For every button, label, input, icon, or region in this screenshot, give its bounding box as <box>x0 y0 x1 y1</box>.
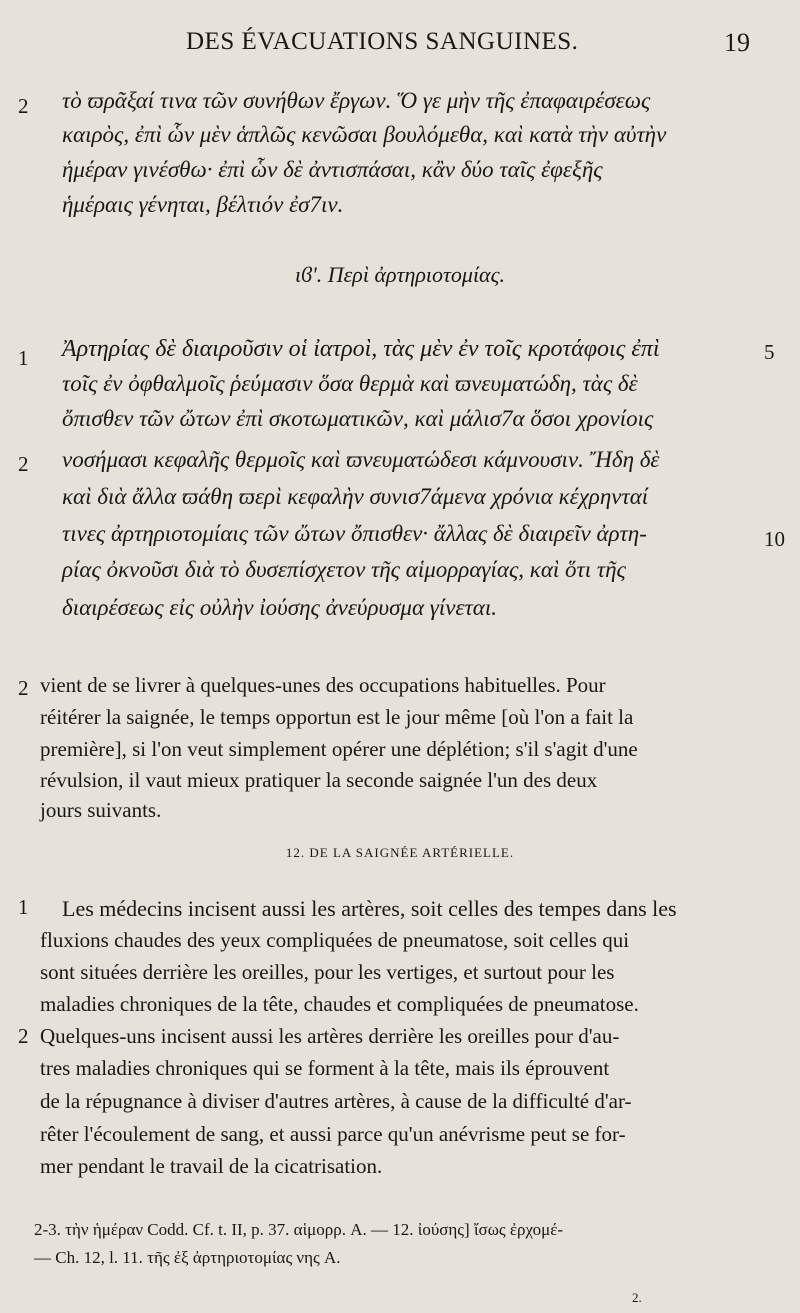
line-number: 5 <box>764 340 775 364</box>
greek-line: καιρὸς, ἐπὶ ὧν μὲν ἁπλῶς κενῶσαι βουλόμεθα, καὶ κατὰ τὴν αὐτὴν <box>62 122 667 147</box>
greek-line: νοσήμασι κεφαλῆς θερμοῖς καὶ ϖνευματώδεσι κάμνουσιν. Ἤδη δὲ <box>62 447 660 472</box>
greek-line: τοῖς ἐν ὀφθαλμοῖς ῥεύμασιν ὅσα θερμὰ καὶ ϖνευματώδη, τὰς δὲ <box>62 371 638 396</box>
french-line: jours suivants. <box>40 798 162 822</box>
french-line: sont situées derrière les oreilles, pour les vertiges, et surtout pour les <box>40 960 615 984</box>
section-number: 2 <box>18 676 29 700</box>
running-title: DES ÉVACUATIONS SANGUINES. <box>186 28 579 55</box>
line-number: 10 <box>764 527 785 551</box>
french-line: Quelques-uns incisent aussi les artères derrière les oreilles pour d'au- <box>40 1024 620 1048</box>
greek-line: ρίας ὀκνοῦσι διὰ τὸ δυσεπίσχετον τῆς αἱμορραγίας, καὶ ὅτι τῆς <box>62 557 626 582</box>
french-chapter-heading: 12. DE LA SAIGNÉE ARTÉRIELLE. <box>285 845 515 860</box>
section-number: 2 <box>18 452 29 476</box>
french-line: rêter l'écoulement de sang, et aussi parce qu'un anévrisme peut se for- <box>40 1122 626 1146</box>
french-line: première], si l'on veut simplement opérer une déplétion; s'il s'agit d'une <box>40 737 638 761</box>
french-line: vient de se livrer à quelques-unes des occupations habituelles. Pour <box>40 673 606 697</box>
section-number: 1 <box>18 346 29 370</box>
french-line: de la répugnance à diviser d'autres artères, à cause de la difficulté d'ar- <box>40 1089 632 1113</box>
footnote-line: 2-3. τὴν ἡμέραν Codd. Cf. t. II, p. 37. αἱμορρ. A. — 12. ἰούσης] ἴσως ἐρχομέ- <box>34 1220 564 1239</box>
french-line: fluxions chaudes des yeux compliquées de pneumatose, soit celles qui <box>40 928 630 952</box>
greek-line: ἡμέραις γένηται, βέλτιόν ἐσ7ιν. <box>62 192 344 217</box>
greek-line: ἡμέραν γινέσθω· ἐπὶ ὧν δὲ ἀντισπάσαι, κἂν δύο ταῖς ἐφεξῆς <box>62 157 603 182</box>
french-line: mer pendant le travail de la cicatrisation. <box>40 1154 383 1178</box>
french-line: maladies chroniques de la tête, chaudes et compliquées de pneumatose. <box>40 992 639 1016</box>
greek-line: ὄπισθεν τῶν ὤτων ἐπὶ σκοτωματικῶν, καὶ μάλισ7α ὅσοι χρονίοις <box>62 406 654 431</box>
greek-line: Ἀρτηρίας δὲ διαιροῦσιν οἱ ἰατροὶ, τὰς μὲν ἐν τοῖς κροτάφοις ἐπὶ <box>62 336 660 362</box>
page-number: 19 <box>724 28 750 57</box>
section-number: 1 <box>18 895 29 919</box>
section-number: 2 <box>18 1024 29 1048</box>
signature-mark: 2. <box>632 1290 642 1305</box>
greek-chapter-heading: ιϐ'. Περὶ ἀρτηριοτομίας. <box>294 262 506 287</box>
french-line: Les médecins incisent aussi les artères, soit celles des tempes dans les <box>62 896 677 921</box>
section-number: 2 <box>18 94 29 118</box>
greek-line: καὶ διὰ ἄλλα ϖάθη ϖερὶ κεφαλὴν συνισ7άμενα χρόνια κέχρηνταί <box>62 484 649 509</box>
greek-line: τινες ἀρτηριοτομίαις τῶν ὤτων ὄπισθεν· ἄλλας δὲ διαιρεῖν ἀρτη- <box>62 521 647 546</box>
french-line: réitérer la saignée, le temps opportun est le jour même [où l'on a fait la <box>40 705 634 729</box>
footnote-line: — Ch. 12, l. 11. τῆς ἐξ ἀρτηριοτομίας νης A. <box>34 1248 341 1267</box>
french-line: révulsion, il vaut mieux pratiquer la seconde saignée l'un des deux <box>40 768 598 792</box>
french-line: tres maladies chroniques qui se forment à la tête, mais ils éprouvent <box>40 1056 610 1080</box>
greek-line: τὸ ϖρᾶξαί τινα τῶν συνήθων ἔργων. Ὅ γε μὴν τῆς ἐπαφαιρέσεως <box>62 88 651 113</box>
greek-line: διαιρέσεως εἰς οὐλὴν ἰούσης ἀνεύρυσμα γίνεται. <box>62 595 497 620</box>
